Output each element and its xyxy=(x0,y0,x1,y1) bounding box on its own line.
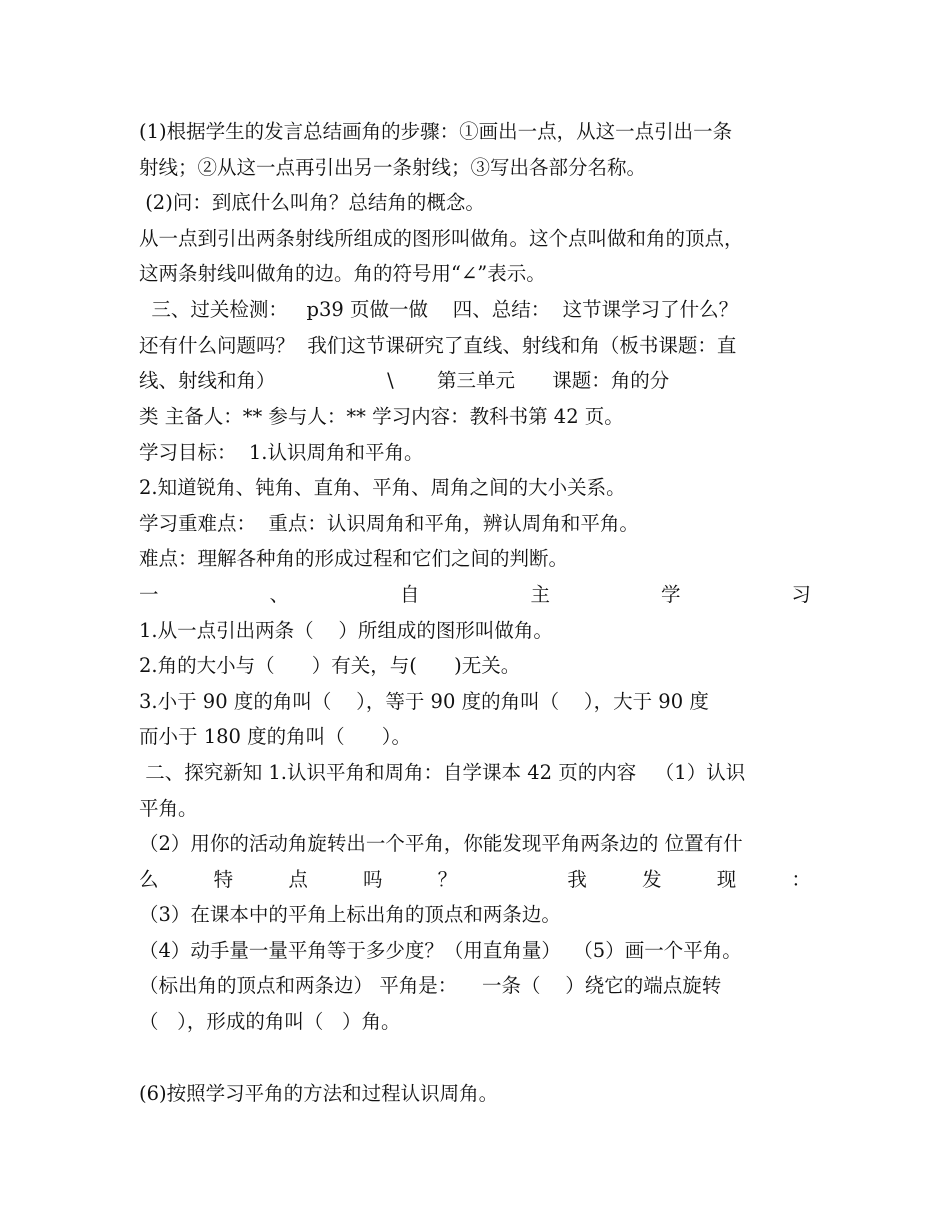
heading-char: 学 xyxy=(660,583,681,606)
text-line: 学习重难点： 重点：认识周角和平角，辨认周角和平角。 xyxy=(139,512,639,535)
spread-char: 发 xyxy=(642,868,662,891)
heading-char: 主 xyxy=(530,583,550,606)
text-line: (6)按照学习平角的方法和过程认识周角。 xyxy=(139,1082,499,1105)
text-line: （ ），形成的角叫（ ）角。 xyxy=(139,1010,401,1033)
heading-char: 习 xyxy=(791,583,811,606)
section-heading-self-study xyxy=(139,583,811,607)
text-line: 2.知道锐角、钝角、直角、平角、周角之间的大小关系。 xyxy=(139,476,626,499)
heading-char: 自 xyxy=(399,583,420,606)
spread-char: 点 xyxy=(288,868,308,891)
text-line: 2.角的大小与（ ）有关，与( )无关。 xyxy=(139,654,521,677)
text-line: （3）在课本中的平角上标出角的顶点和两条边。 xyxy=(139,903,561,926)
text-line: 而小于 180 度的角叫（ ）。 xyxy=(139,725,412,748)
text-line: 还有什么问题吗？ 我们这节课研究了直线、射线和角（板书课题：直 xyxy=(139,334,737,357)
text-line: 三、过关检测： p39 页做一做 四、总结： 这节课学习了什么？ xyxy=(139,298,739,321)
spread-char: 吗 xyxy=(362,868,383,891)
spread-char: 现 xyxy=(716,868,737,891)
text-line: 射线；②从这一点再引出另一条射线；③写出各部分名称。 xyxy=(139,156,647,179)
spread-text-line xyxy=(139,868,811,892)
text-line: 平角。 xyxy=(139,797,198,820)
text-line: 二、探究新知 1.认识平角和周角：自学课本 42 页的内容 （1）认识 xyxy=(139,761,746,784)
heading-char: 一 xyxy=(139,583,159,606)
text-line: 从一点到引出两条射线所组成的图形叫做角。这个点叫做和角的顶点， xyxy=(139,227,744,250)
heading-char: 、 xyxy=(269,583,289,606)
text-line: (2)问：到底什么叫角？总结角的概念。 xyxy=(139,191,485,214)
text-line: 这两条射线叫做角的边。角的符号用“∠”表示。 xyxy=(139,262,546,285)
text-line: （4）动手量一量平角等于多少度？（用直角量） （5）画一个平角。 xyxy=(139,939,742,962)
text-line: 线、射线和角） \ 第三单元 课题：角的分 xyxy=(139,369,670,392)
spread-char: 么 xyxy=(139,868,159,891)
text-line: （2）用你的活动角旋转出一个平角，你能发现平角两条边的 位置有什 xyxy=(139,832,743,855)
spread-char: 特 xyxy=(213,868,234,891)
spread-char: ： xyxy=(791,868,811,891)
text-line: （标出角的顶点和两条边） 平角是： 一条（ ）绕它的端点旋转 xyxy=(139,974,722,997)
text-line: (1)根据学生的发言总结画角的步骤：①画出一点，从这一点引出一条 xyxy=(139,120,733,143)
text-line: 1.从一点引出两条（ ）所组成的图形叫做角。 xyxy=(139,619,553,642)
spread-char: ？ xyxy=(437,868,458,891)
text-line: 难点：理解各种角的形成过程和它们之间的判断。 xyxy=(139,547,569,570)
text-line: 3.小于 90 度的角叫（ ），等于 90 度的角叫（ ），大于 90 度 xyxy=(139,690,709,713)
text-line: 类 主备人：** 参与人：** 学习内容：教科书第 42 页。 xyxy=(139,405,624,428)
text-line: 学习目标： 1.认识周角和平角。 xyxy=(139,441,424,464)
spread-char: 我 xyxy=(567,868,587,891)
